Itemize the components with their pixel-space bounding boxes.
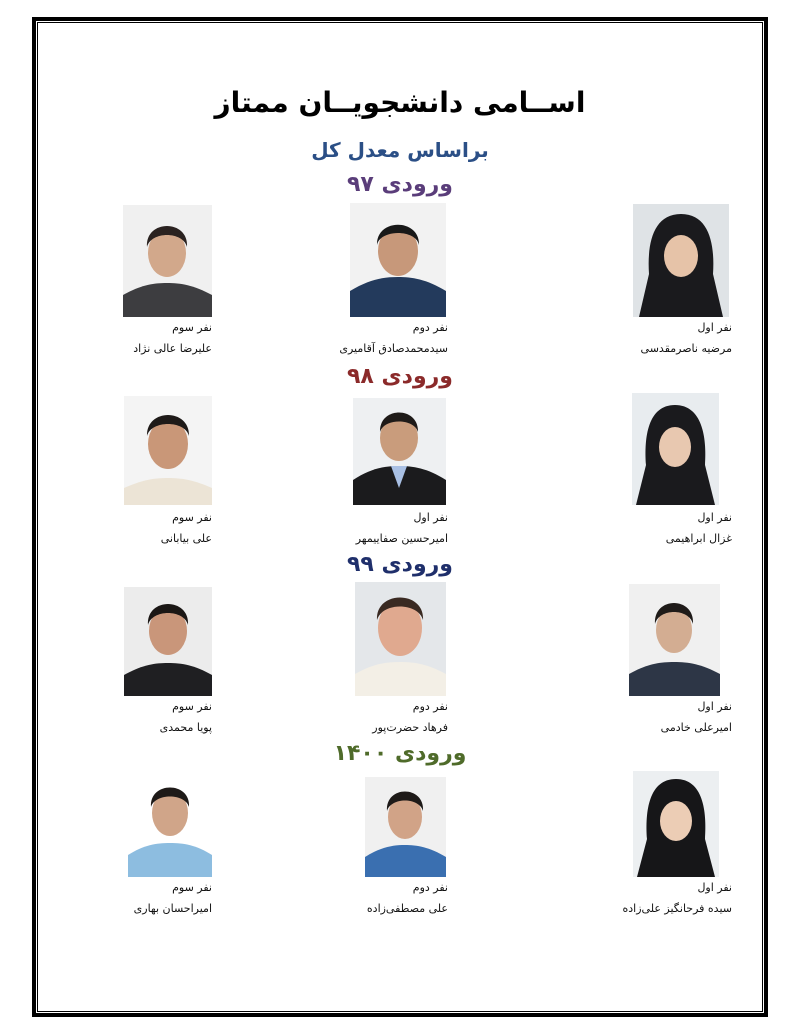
student-rank: نفر اول [413, 511, 448, 524]
student-name: امیرعلی خادمی [660, 721, 732, 734]
page-title: اســامی دانشجویــان ممتاز [214, 86, 586, 119]
student-photo [629, 584, 720, 696]
student-photo [365, 777, 446, 877]
student-name: سیده فرحانگیز علی‌زاده [622, 902, 732, 915]
student-rank: نفر سوم [172, 321, 212, 334]
student-photo [128, 773, 212, 877]
student-rank: نفر اول [697, 321, 732, 334]
student-name: سیدمحمدصادق آقامیری [339, 342, 448, 355]
student-name: پویا محمدی [159, 721, 212, 734]
student-photo [632, 393, 719, 505]
student-photo [633, 204, 729, 317]
student-rank: نفر اول [697, 881, 732, 894]
student-rank: نفر اول [697, 700, 732, 713]
student-name: غزال ابراهیمی [665, 532, 732, 545]
student-photo [124, 396, 212, 505]
student-rank: نفر دوم [412, 700, 448, 713]
student-name: فرهاد حضرت‌پور [372, 721, 448, 734]
section-title-98: ورودی ۹۸ [347, 364, 453, 389]
student-photo [353, 398, 446, 505]
student-rank: نفر سوم [172, 881, 212, 894]
student-name: امیرحسین صفاییمهر [355, 532, 448, 545]
section-title-1400: ورودی ۱۴۰۰ [333, 741, 467, 766]
student-rank: نفر اول [697, 511, 732, 524]
student-name: علی بیابانی [160, 532, 212, 545]
section-title-97: ورودی ۹۷ [347, 172, 453, 197]
student-rank: نفر سوم [172, 700, 212, 713]
student-rank: نفر دوم [412, 321, 448, 334]
student-rank: نفر دوم [412, 881, 448, 894]
student-name: مرضیه ناصرمقدسی [640, 342, 732, 355]
student-photo [124, 587, 212, 696]
student-photo [123, 205, 212, 317]
student-photo [355, 582, 446, 696]
student-photo [350, 203, 446, 317]
student-name: امیراحسان بهاری [133, 902, 212, 915]
page-subtitle: براساس معدل کل [311, 138, 489, 162]
student-photo [633, 771, 719, 877]
student-name: علی مصطفی‌زاده [366, 902, 448, 915]
student-rank: نفر سوم [172, 511, 212, 524]
section-title-99: ورودی ۹۹ [347, 552, 453, 577]
student-name: علیرضا عالی نژاد [133, 342, 212, 355]
